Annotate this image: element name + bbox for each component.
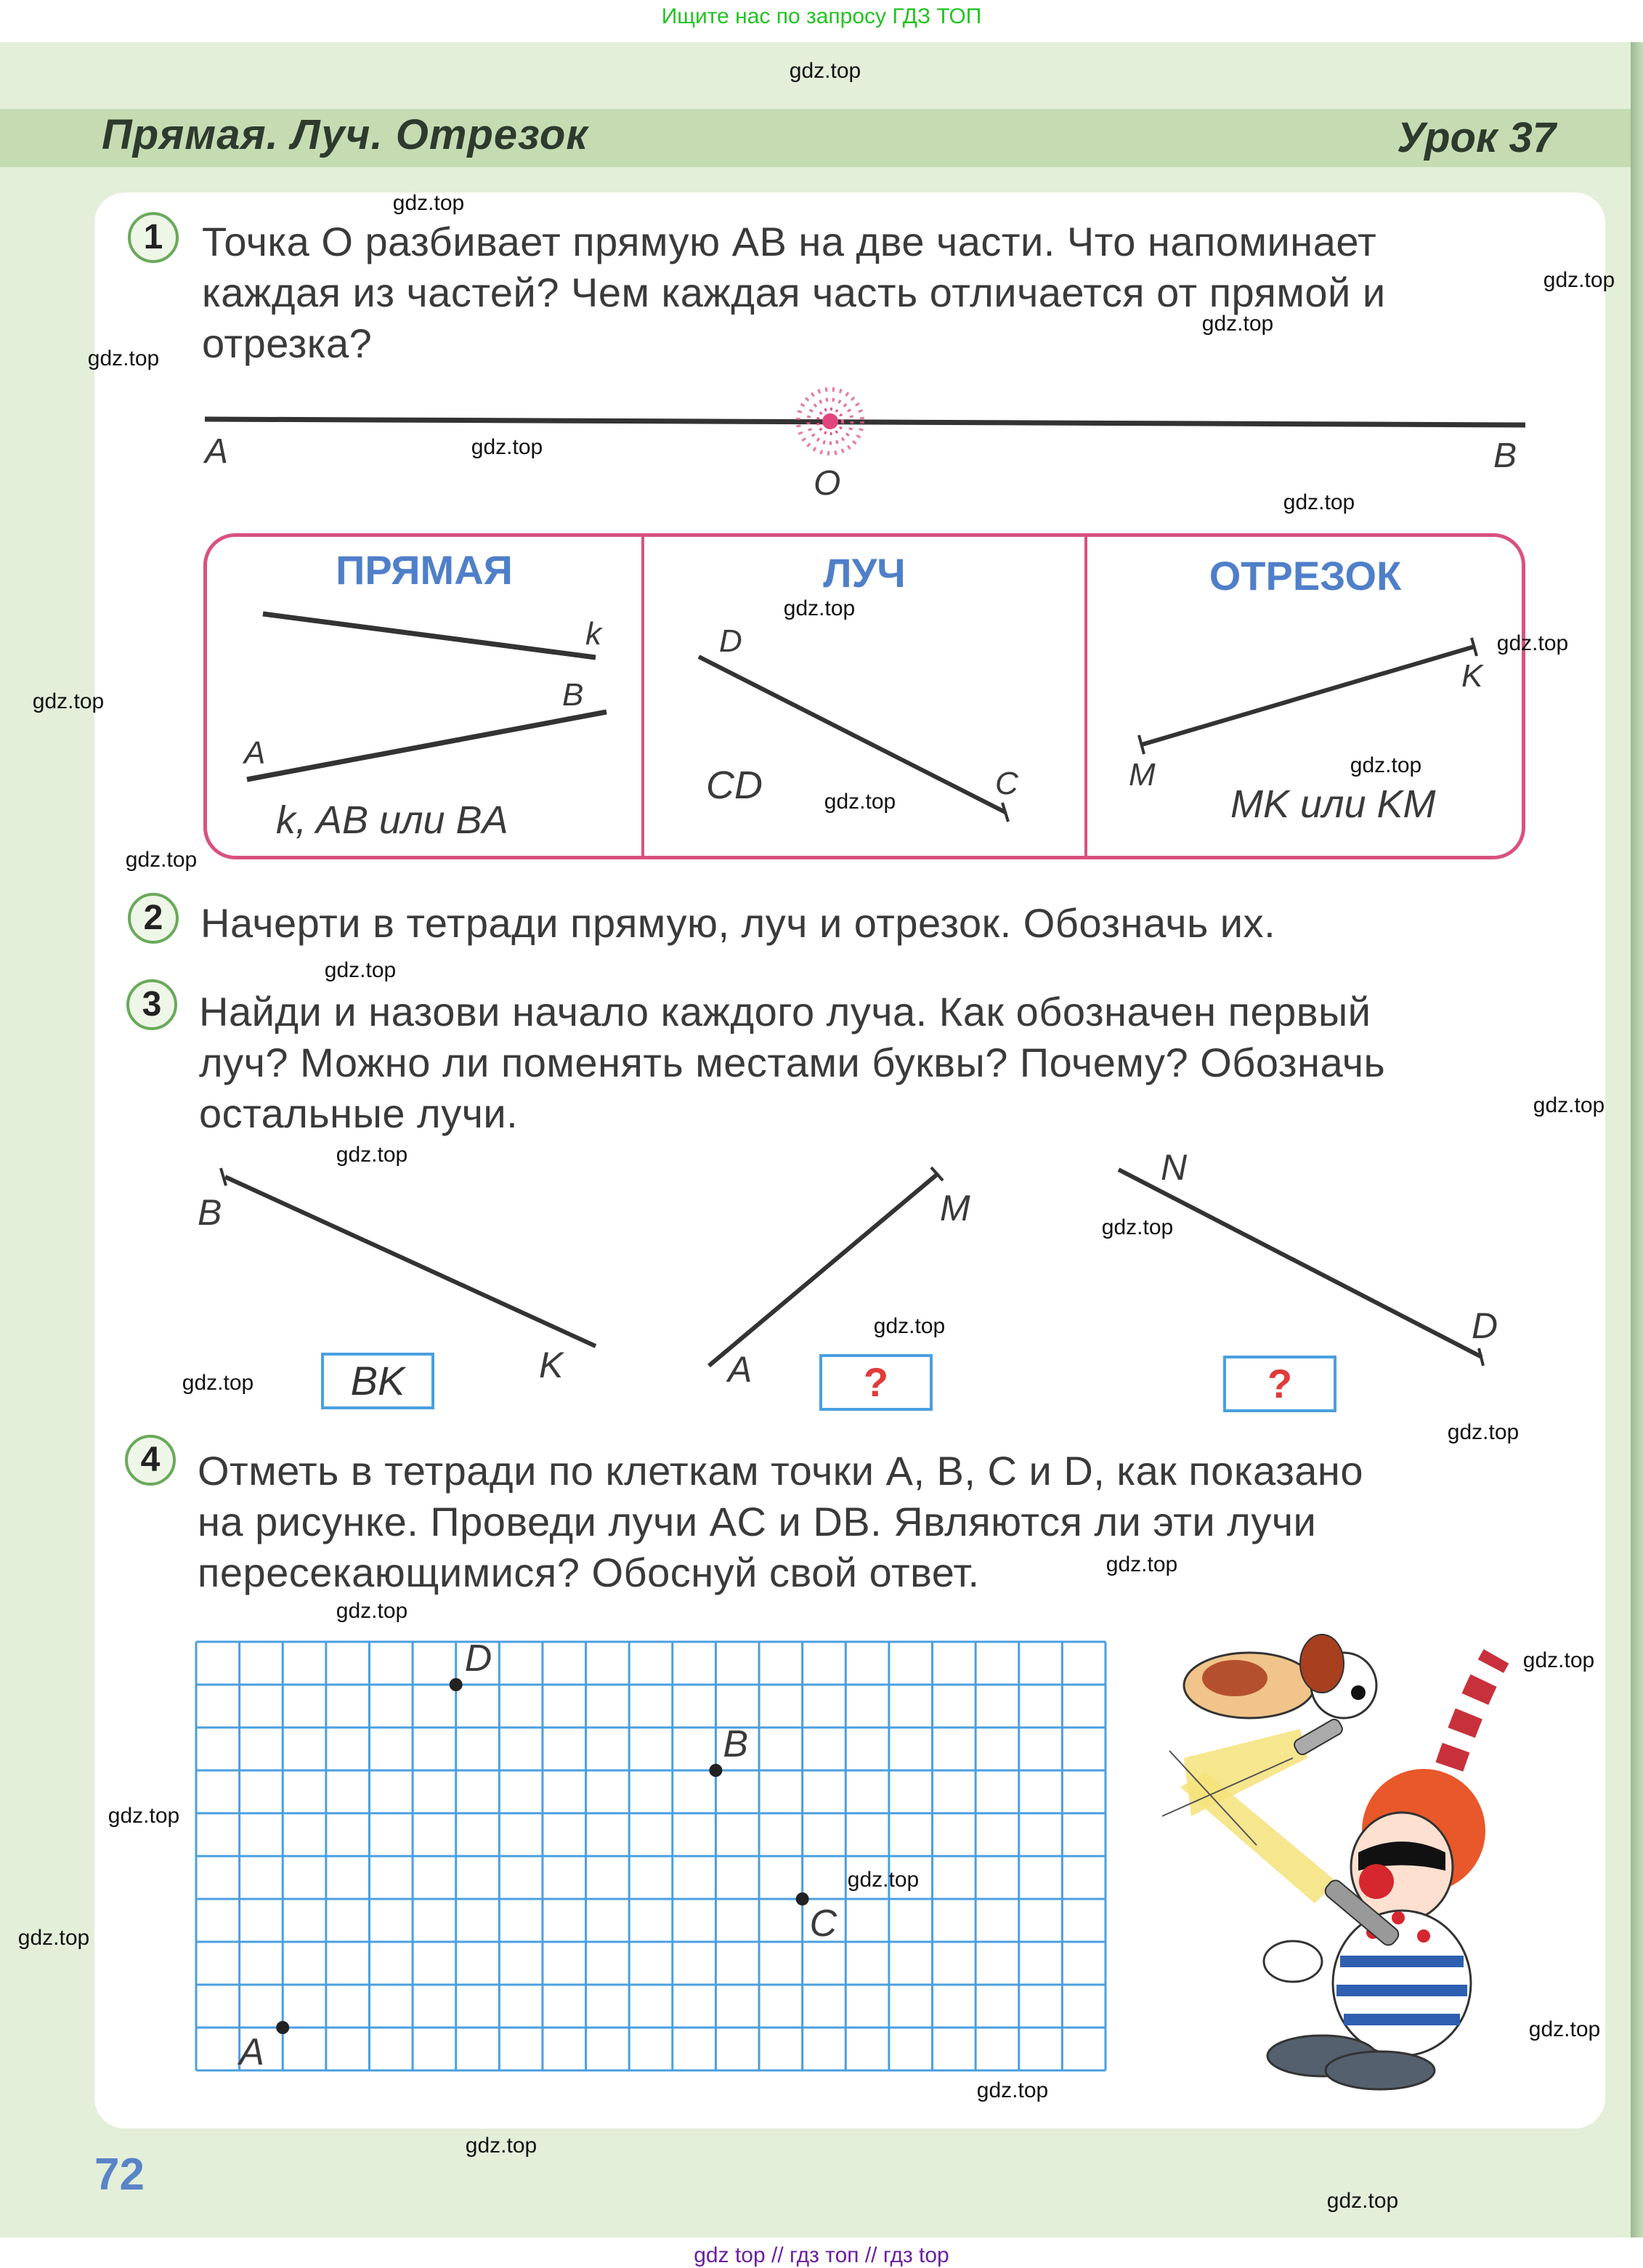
watermark: gdz.top — [324, 958, 397, 982]
heading-ray: ЛУЧ — [823, 550, 906, 596]
watermark: gdz.top — [1201, 312, 1274, 336]
task-1-line-3: отрезка? — [202, 320, 373, 366]
top-banner-text[interactable]: Ищите нас по запросу ГДЗ ТОП — [661, 4, 982, 28]
watermark: gdz.top — [1447, 1420, 1520, 1444]
ray-1-start-label: B — [198, 1192, 222, 1233]
task-4-number: 4 — [125, 1435, 176, 1486]
task-1-line-1: Точка O разбивает прямую AB на две части. Что напоминает — [202, 219, 1377, 264]
watermark: gdz.top — [392, 191, 465, 215]
label-a-small: A — [244, 735, 266, 771]
grid-point-a — [276, 2021, 289, 2034]
ray-2-start-label: M — [940, 1188, 970, 1228]
watermark: gdz.top — [1326, 2189, 1399, 2213]
watermark: gdz.top — [87, 347, 160, 370]
watermark: gdz.top — [32, 689, 105, 713]
task-2-number: 2 — [128, 893, 179, 944]
task-4-line-1: Отметь в тетради по клеткам точки A, B, C и D, как показано — [198, 1448, 1363, 1494]
label-k-segment: K — [1461, 658, 1483, 694]
label-a: A — [205, 432, 229, 471]
square-grid — [196, 1642, 1106, 2070]
label-d-ray: D — [719, 623, 742, 659]
answer-box-1: BK — [321, 1353, 434, 1409]
caption-line: k, AB или BA — [276, 798, 508, 842]
ray-bk — [225, 1177, 596, 1346]
page-number: 72 — [94, 2150, 145, 2200]
label-k-small: k — [585, 616, 601, 652]
task-1-line-2: каждая из частей? Чем каждая часть отличается от прямой и — [202, 270, 1386, 315]
grid-label-c: C — [809, 1903, 837, 1945]
heading-segment: ОТРЕЗОК — [1209, 553, 1402, 599]
watermark: gdz.top — [471, 435, 543, 459]
watermark: gdz.top — [824, 790, 896, 814]
grid-point-b — [709, 1764, 722, 1777]
answer-box-3[interactable]: ? — [1223, 1356, 1336, 1412]
ray-2-end-label: A — [728, 1349, 752, 1390]
grid-label-b: B — [723, 1723, 749, 1765]
watermark: gdz.top — [847, 1868, 920, 1892]
task-4-line-2: на рисунке. Проведи лучи AC и DB. Являются ли эти лучи — [198, 1499, 1317, 1544]
ray-nd — [1119, 1170, 1482, 1357]
task-3-line-1: Найди и назови начало каждого луча. Как обозначен первый — [199, 989, 1371, 1034]
watermark: gdz.top — [1543, 268, 1615, 292]
heading-line: ПРЯМАЯ — [336, 547, 513, 593]
lesson-title: Прямая. Луч. Отрезок — [102, 111, 588, 158]
watermark: gdz.top — [125, 848, 198, 872]
watermark: gdz.top — [1283, 490, 1355, 514]
caption-segment: MK или KM — [1230, 782, 1436, 826]
grid-point-d — [450, 1678, 463, 1691]
line-ab — [205, 419, 1525, 425]
label-m-segment: M — [1129, 757, 1156, 793]
label-c-ray: C — [995, 766, 1018, 801]
clown-and-dog-illustration — [1162, 1635, 1496, 2089]
ray-3-end-label: D — [1472, 1305, 1498, 1346]
task-1-number: 1 — [128, 212, 179, 263]
watermark: gdz.top — [1522, 1648, 1595, 1672]
watermark: gdz.top — [1101, 1215, 1174, 1239]
ray-bk-start-tick — [221, 1168, 226, 1186]
watermark: gdz.top — [107, 1804, 180, 1828]
watermark: gdz.top — [182, 1371, 254, 1395]
answer-box-2[interactable]: ? — [819, 1354, 933, 1411]
label-b: B — [1493, 437, 1517, 475]
task-3-line-3: остальные лучи. — [199, 1090, 519, 1136]
grid-label-d: D — [464, 1637, 492, 1680]
caption-ray: CD — [706, 764, 763, 807]
watermark: gdz.top — [1106, 1552, 1178, 1576]
watermark: gdz.top — [465, 2134, 537, 2158]
task-4-line-3: пересекающимися? Обоснуй свой ответ. — [198, 1550, 980, 1595]
task-2-line-1: Начерти в тетради прямую, луч и отрезок. Обозначь их. — [200, 900, 1276, 946]
task-3-line-2: луч? Можно ли поменять местами буквы? Почему? Обозначь — [199, 1040, 1386, 1085]
ray-3-start-label: N — [1161, 1147, 1188, 1188]
task-3-number: 3 — [126, 979, 177, 1030]
label-o: O — [814, 464, 841, 503]
watermark: gdz.top — [783, 596, 856, 620]
watermark: gdz.top — [976, 2078, 1049, 2102]
watermark: gdz.top — [1533, 1093, 1605, 1117]
watermark: gdz.top — [336, 1599, 408, 1623]
label-b-small: B — [562, 677, 584, 713]
grid-label-a: A — [239, 2031, 264, 2073]
ray-1-end-label: K — [539, 1345, 564, 1385]
watermark: gdz.top — [1496, 631, 1569, 655]
watermark: gdz.top — [1528, 2017, 1601, 2041]
bottom-banner-text[interactable]: gdz top // гдз топ // гдз top — [694, 2243, 949, 2267]
grid-point-c — [796, 1892, 809, 1905]
lesson-number: Урок 37 — [1397, 114, 1556, 161]
watermark: gdz.top — [17, 1926, 90, 1950]
watermark: gdz.top — [873, 1314, 946, 1338]
watermark: gdz.top — [1350, 753, 1422, 777]
watermark: gdz.top — [336, 1143, 408, 1167]
watermark: gdz.top — [789, 59, 861, 83]
